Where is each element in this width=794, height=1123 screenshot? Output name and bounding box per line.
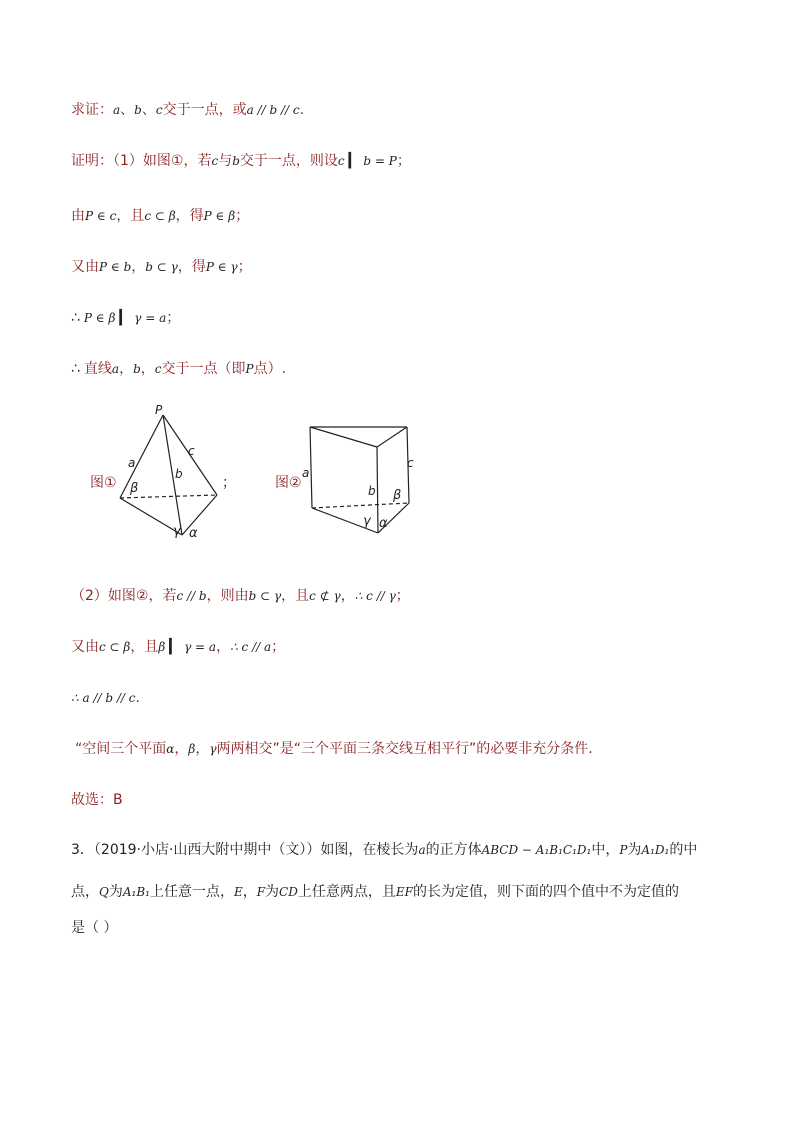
fig1-semicolon: ； (222, 475, 236, 491)
text: 点）. (253, 361, 287, 377)
text: ， (174, 741, 189, 757)
math: EF (395, 885, 413, 899)
intersect-symbol: ▎ (169, 639, 181, 655)
text: ； (235, 208, 250, 224)
math: b = P (363, 154, 397, 168)
text: ， (195, 741, 210, 757)
math: β (188, 742, 196, 756)
math: ∴ c // γ (354, 589, 396, 603)
text: 交于一点，或 (162, 102, 247, 118)
question-3-line3 (71, 918, 117, 938)
math: a (113, 103, 121, 117)
text: ， (340, 588, 355, 604)
text: 3．（2019·小店·山西大附中期中（文））如图，在棱长为 (71, 842, 419, 858)
math: P ∈ β (203, 209, 236, 223)
math: A₁D₁ (641, 843, 670, 857)
text: 上任意一点， (149, 884, 234, 900)
math: c ⊄ γ (309, 589, 341, 603)
text: . (299, 102, 305, 118)
label-alpha: α (189, 526, 198, 541)
text: 为 (627, 842, 642, 858)
math: c ⊂ β (99, 640, 131, 654)
intersect-symbol: ▎ (119, 310, 131, 326)
text: ，且 (116, 208, 145, 224)
text: （2）如图 (71, 588, 136, 604)
text: “空间三个平面 (75, 741, 167, 757)
math: F (256, 885, 266, 899)
fig2-caption: 图 (275, 475, 289, 491)
question-3-line2 (71, 882, 679, 902)
answer: 故选：B (71, 792, 123, 808)
text: 是（ ） (71, 920, 118, 936)
fig1-number: ① (104, 475, 117, 491)
math: E (233, 885, 243, 899)
text: ，得 (177, 259, 206, 275)
label-gamma: γ (363, 514, 371, 529)
text: ， (242, 884, 257, 900)
math: c // b (176, 589, 207, 603)
text: 上任意两点，且 (297, 884, 396, 900)
math: b (134, 103, 142, 117)
text: 、 (120, 102, 135, 118)
therefore-symbol: ∴ (71, 310, 80, 326)
prove-statement (71, 100, 304, 120)
math: c (211, 154, 219, 168)
label-c: c (188, 444, 195, 458)
math: β (158, 640, 166, 654)
text: ， (119, 361, 134, 377)
label-beta: β (393, 488, 402, 503)
text: ， (140, 361, 155, 377)
text: 求证： (71, 102, 113, 118)
fig1-caption: 图 (90, 475, 104, 491)
proof-part1 (71, 151, 411, 171)
math: P (245, 362, 254, 376)
proof-part2 (71, 586, 410, 606)
text: 又由 (71, 639, 99, 655)
text: ，若 (148, 588, 177, 604)
proof-step (71, 637, 285, 657)
tetrahedron-figure (120, 415, 217, 535)
label-a: a (302, 466, 310, 480)
label-gamma: γ (173, 524, 181, 539)
math: b (232, 154, 240, 168)
text: ，则由 (206, 588, 249, 604)
text: 与 (218, 153, 233, 169)
label-a: a (128, 456, 136, 470)
conclusion-statement (75, 739, 593, 759)
text: 又由 (71, 259, 99, 275)
math: c (154, 362, 162, 376)
text: 、 (141, 102, 156, 118)
math: b ⊂ γ (145, 260, 178, 274)
proof-step (71, 308, 180, 328)
math: A₁B₁ (122, 885, 150, 899)
answer-line (71, 790, 123, 810)
label-P: P (155, 403, 163, 417)
text: 的中 (669, 842, 698, 858)
text: ，且 (130, 639, 159, 655)
text: ； (166, 310, 181, 326)
text: 两两相交”是“三个平面三条交线互相平行”的必要非充分条件. (216, 741, 593, 757)
text: ； (395, 588, 410, 604)
label-alpha: α (379, 516, 388, 531)
text: ， (131, 259, 146, 275)
label-b: b (368, 484, 376, 498)
intersect-symbol: ▎ (348, 153, 360, 169)
proof-conclusion (71, 688, 140, 708)
math: CD (279, 885, 298, 899)
text: 的长为定值，则下面的四个值中不为定值的 (412, 884, 679, 900)
math: c (337, 154, 345, 168)
text: 的正方体 (425, 842, 482, 858)
math: ABCD − A₁B₁C₁D₁ (481, 843, 592, 857)
text: 直线 (83, 361, 112, 377)
math: P (619, 843, 628, 857)
math: c (155, 103, 163, 117)
proof-step (71, 257, 252, 277)
text: ，若 (183, 153, 212, 169)
text: 点， (71, 884, 99, 900)
text: ， (216, 639, 231, 655)
math: α (166, 742, 175, 756)
text: 为 (108, 884, 123, 900)
text: ； (396, 153, 411, 169)
text: 由 (71, 208, 85, 224)
figure-ref: ① (170, 153, 184, 169)
text: 交于一点，则设 (239, 153, 338, 169)
text: 交于一点（即 (161, 361, 246, 377)
text: 中， (591, 842, 620, 858)
math: b (133, 362, 141, 376)
math: a // b // c (246, 103, 300, 117)
math: ∴ c // a (230, 640, 272, 654)
math: γ = a (134, 311, 167, 325)
math: a (111, 362, 120, 376)
text: . (135, 690, 140, 706)
math: Q (99, 885, 109, 899)
text: ，得 (175, 208, 204, 224)
math: P ∈ β (83, 311, 116, 325)
math: c ⊂ β (144, 209, 176, 223)
math: P ∈ c (85, 209, 117, 223)
math: γ = a (184, 640, 217, 654)
text: ，且 (281, 588, 310, 604)
math: ∴ a // b // c (71, 691, 136, 705)
math: P ∈ b (99, 260, 132, 274)
text: ； (271, 639, 286, 655)
proof-step (71, 359, 286, 379)
text: 为 (265, 884, 280, 900)
question-3-line1 (71, 840, 697, 860)
math: γ (209, 742, 217, 756)
math: a (418, 843, 426, 857)
text: 证明：（1）如图 (71, 153, 171, 169)
therefore-symbol: ∴ (71, 361, 80, 377)
proof-step (71, 206, 249, 226)
math: b ⊂ γ (248, 589, 282, 603)
fig2-number: ② (289, 475, 302, 491)
label-beta: β (130, 481, 139, 496)
figure-ref: ② (135, 588, 149, 604)
prism-figure (310, 427, 409, 533)
text: ； (237, 259, 252, 275)
label-c: c (407, 456, 414, 470)
math: P ∈ γ (205, 260, 238, 274)
label-b: b (175, 467, 183, 481)
figures (0, 395, 794, 545)
